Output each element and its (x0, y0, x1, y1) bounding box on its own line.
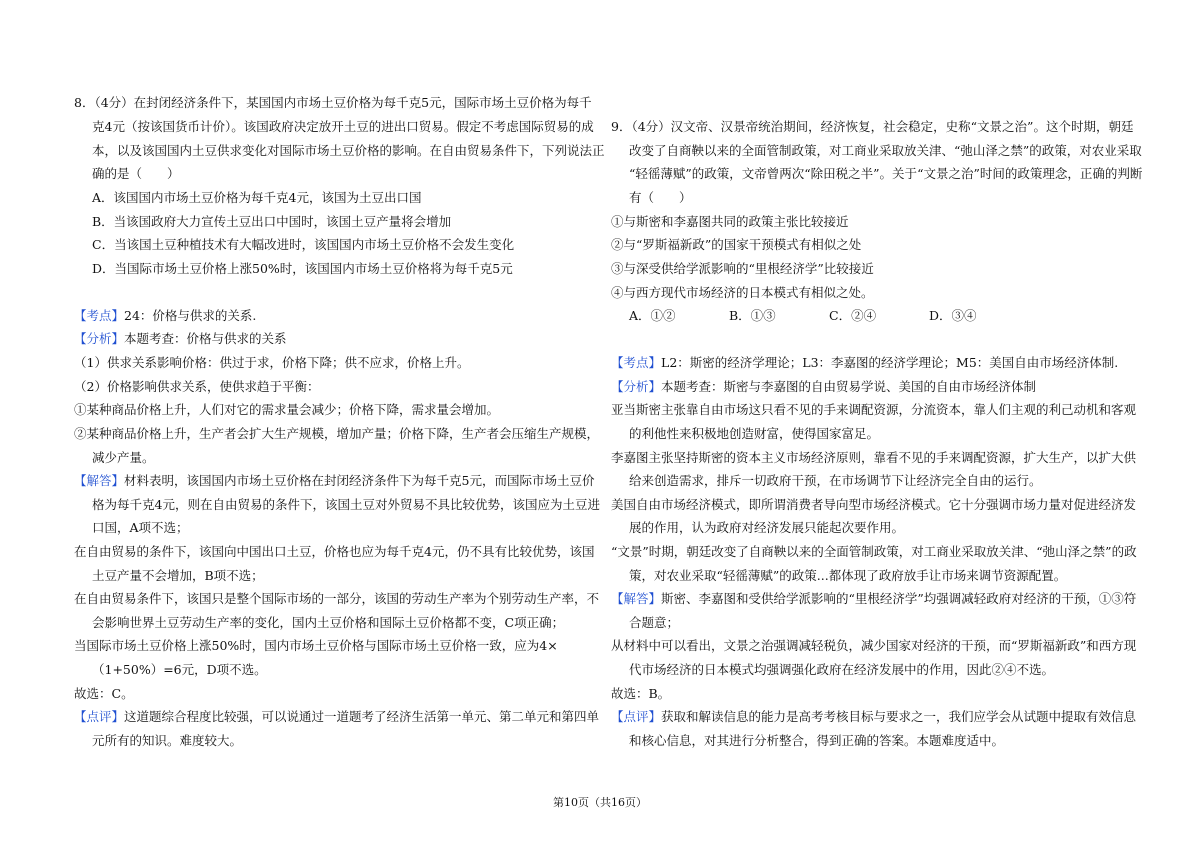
fenxi-tag: 【分析】 (74, 331, 125, 346)
q9-stem-line: 改变了自商鞅以来的全面管制政策，对工商业采取放关津、“弛山泽之禁”的政策，对农业采取 (629, 143, 1142, 158)
q9-stem-line: 有（ ） (629, 190, 692, 205)
jieda-text: 斯密、李嘉图和受供给学派影响的“里根经济学”均强调减轻政府对经济的干预，①③符 (661, 591, 1137, 606)
analysis-line: 亚当斯密主张靠自由市场这只看不见的手来调配资源，分流资本，靠人们主观的利己动机和客观 (611, 402, 1137, 417)
analysis-line: 李嘉图主张坚持斯密的资本主义市场经济原则，靠看不见的手来调配资源，扩大生产，以扩大供 (611, 450, 1137, 465)
fenxi-tag: 【分析】 (611, 379, 662, 394)
answer-line: （1+50%）=6元，D项不选。 (92, 662, 267, 677)
jieda-text: 材料表明，该国国内市场土豆价格在封闭经济条件下为每千克5元，而国际市场土豆价 (124, 473, 595, 488)
jieda-tag: 【解答】 (611, 591, 662, 606)
kaodian-text: 24：价格与供求的关系. (124, 308, 257, 323)
q8-jieda (74, 473, 594, 489)
q9-kaodian (611, 355, 1118, 371)
q9-choice-a: A．①② (629, 308, 676, 323)
dianping-tag: 【点评】 (611, 709, 662, 724)
fenxi-text: 本题考查：价格与供求的关系 (124, 331, 287, 346)
q8-stem-line: 8．（4分）在封闭经济条件下，某国国内市场土豆价格为每千克5元，国际市场土豆价格为每千 (74, 95, 592, 110)
q8-fenxi (74, 331, 287, 347)
q9-item: ②与“罗斯福新政”的国家干预模式有相似之处 (611, 237, 862, 252)
fenxi-text: 本题考查：斯密与李嘉图的自由贸易学说、美国的自由市场经济体制 (661, 379, 1037, 394)
analysis-line: 给来创造需求，排斥一切政府干预，在市场调节下让经济完全自由的运行。 (629, 473, 1042, 488)
kaodian-text: L2：斯密的经济学理论；L3：李嘉图的经济学理论；M5：美国自由市场经济体制. (661, 355, 1119, 370)
analysis-line: 策，对农业采取“轻徭薄赋”的政策...都体现了政府放手让市场来调节资源配置。 (629, 568, 1067, 583)
analysis-line: ②某种商品价格上升，生产者会扩大生产规模，增加产量；价格下降，生产者会压缩生产规模， (74, 426, 600, 441)
q9-dianping (611, 709, 1136, 725)
answer-line: 在自由贸易条件下，该国只是整个国际市场的一部分，该国的劳动生产率为个别劳动生产率，不 (74, 591, 600, 606)
q9-stem-line: 9．（4分）汉文帝、汉景帝统治期间，经济恢复，社会稳定，史称“文景之治”。这个时期，朝廷 (611, 119, 1134, 134)
dianping-tag: 【点评】 (74, 709, 125, 724)
kaodian-tag: 【考点】 (74, 308, 125, 323)
q9-item: ①与斯密和李嘉图共同的政策主张比较接近 (611, 214, 849, 229)
answer-line: 从材料中可以看出，文景之治强调减轻税负，减少国家对经济的干预，而“罗斯福新政”和西方现 (611, 638, 1137, 653)
q8-option-d: D．当国际市场土豆价格上涨50%时，该国国内市场土豆价格将为每千克5元 (92, 261, 513, 276)
answer-line: 故选：B。 (611, 686, 671, 701)
answer-line: 会影响世界土豆劳动生产率的变化，国内土豆价格和国际土豆价格都不变，C项正确； (92, 615, 565, 630)
answer-line: 格为每千克4元，则在自由贸易的条件下，该国土豆对外贸易不具比较优势，该国应为土豆进 (92, 497, 600, 512)
analysis-line: ①某种商品价格上升，人们对它的需求量会减少；价格下降，需求量会增加。 (74, 402, 500, 417)
analysis-line: （2）价格影响供求关系，使供求趋于平衡： (74, 379, 320, 394)
dianping-text: 这道题综合程度比较强，可以说通过一道题考了经济生活第一单元、第二单元和第四单 (124, 709, 600, 724)
q9-fenxi (611, 379, 1036, 395)
q8-stem-line: 克4元（按该国货币计价）。该国政府决定放开土豆的进出口贸易。假定不考虑国际贸易的成 (92, 119, 594, 134)
q9-choice-b: B．①③ (729, 308, 776, 323)
analysis-line: 减少产量。 (92, 450, 155, 465)
q9-jieda (611, 591, 1136, 607)
q9-choices (611, 308, 1029, 324)
analysis-line: “文景”时期，朝廷改变了自商鞅以来的全面管制政策，对工商业采取放关津、“弛山泽之禁”的政 (611, 544, 1137, 559)
q8-dianping (74, 709, 599, 725)
dianping-text: 获取和解读信息的能力是高考考核目标与要求之一，我们应学会从试题中提取有效信息 (661, 709, 1137, 724)
analysis-line: 美国自由市场经济模式，即所谓消费者导向型市场经济模式。它十分强调市场力量对促进经济发 (611, 497, 1137, 512)
analysis-line: 展的作用，认为政府对经济发展只能起次要作用。 (629, 520, 905, 535)
q9-item: ④与西方现代市场经济的日本模式有相似之处。 (611, 285, 874, 300)
jieda-tag: 【解答】 (74, 473, 125, 488)
answer-line: 合题意； (629, 615, 680, 630)
kaodian-tag: 【考点】 (611, 355, 662, 370)
q8-option-c: C．当该国土豆种植技术有大幅改进时，该国国内市场土豆价格不会发生变化 (92, 237, 515, 252)
q9-stem-line: “轻徭薄赋”的政策，文帝曾两次“除田税之半”。关于“文景之治”时间的政策理念，正确的判断 (629, 166, 1143, 181)
answer-line: 故选：C。 (74, 686, 134, 701)
q8-option-a: A．该国国内市场土豆价格为每千克4元，该国为土豆出口国 (92, 190, 422, 205)
analysis-line: （1）供求关系影响价格：供过于求，价格下降；供不应求，价格上升。 (74, 355, 470, 370)
q9-choice-d: D．③④ (929, 308, 977, 323)
comment-line: 元所有的知识。难度较大。 (92, 733, 243, 748)
answer-line: 当国际市场土豆价格上涨50%时，国内市场土豆价格与国际市场土豆价格一致，应为4× (74, 638, 558, 653)
q8-kaodian (74, 308, 256, 324)
q8-stem-line: 确的是（ ） (92, 166, 180, 181)
q8-option-b: B．当该国政府大力宣传土豆出口中国时，该国土豆产量将会增加 (92, 214, 452, 229)
answer-line: 代市场经济的日本模式均强调强化政府在经济发展中的作用，因此②④不选。 (629, 662, 1055, 677)
answer-line: 在自由贸易的条件下，该国向中国出口土豆，价格也应为每千克4元，仍不具有比较优势，该国 (74, 544, 595, 559)
q9-choice-c: C．②④ (829, 308, 877, 323)
page-footer: 第10页（共16页） (553, 796, 647, 809)
answer-line: 口国，A项不选； (92, 520, 189, 535)
q8-stem-line: 本，以及该国国内土豆供求变化对国际市场土豆价格的影响。在自由贸易条件下，下列说法正 (92, 143, 605, 158)
q9-item: ③与深受供给学派影响的“里根经济学”比较接近 (611, 261, 874, 276)
answer-line: 土豆产量不会增加，B项不选； (92, 568, 264, 583)
comment-line: 和核心信息，对其进行分析整合，得到正确的答案。本题难度适中。 (629, 733, 1005, 748)
analysis-line: 的利他性来积极地创造财富，使得国家富足。 (629, 426, 880, 441)
